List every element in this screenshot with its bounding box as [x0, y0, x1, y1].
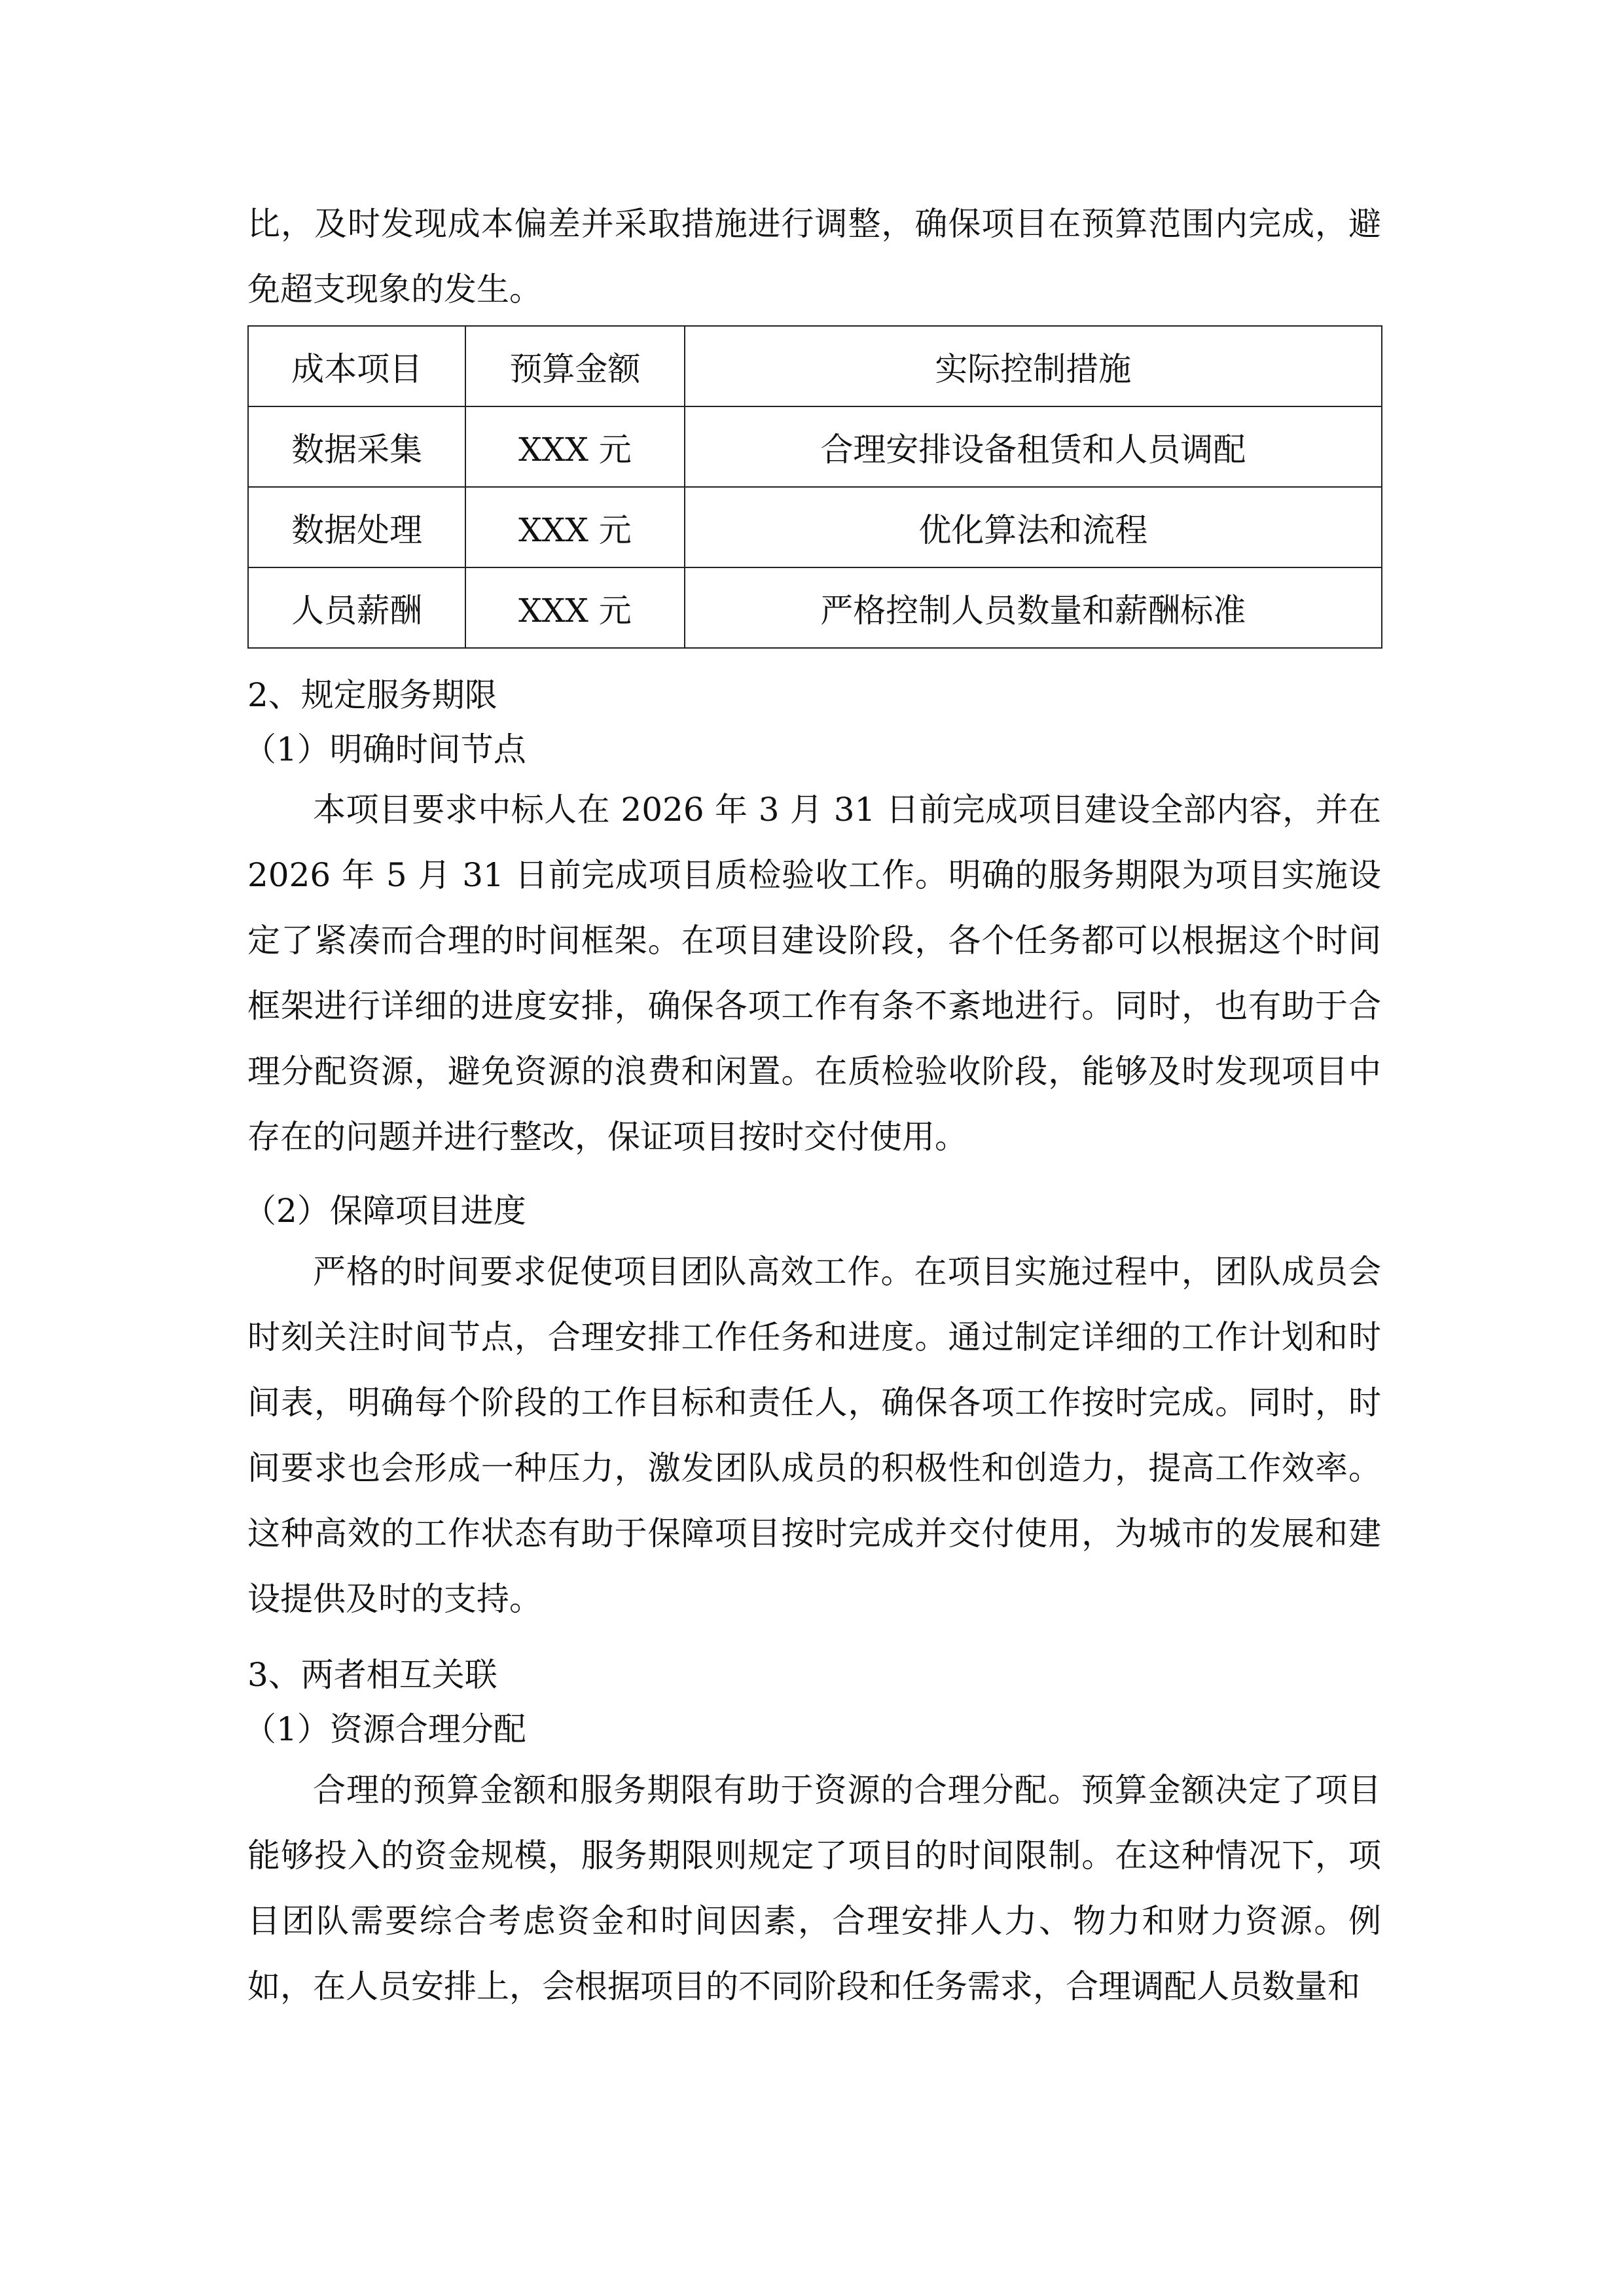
- table-cell: 数据采集: [248, 406, 465, 487]
- section2-sub1-body: 本项目要求中标人在 2026 年 3 月 31 日前完成项目建设全部内容，并在 2026 年 5 月 31 日前完成项目质检验收工作。明确的服务期限为项目实施设定了紧凑而合理的时间框架。在项目建设阶段，各个任务都可以根据这个时间框架进行详细的进度安排，确保各项工作有条不紊地进行。同时，也有助于合理分配资源，避免资源的浪费和闲置。在质检验收阶段，能够及时发现项目中存在的问题并进行整改，保证项目按时交付使用。: [247, 791, 1381, 1156]
- section3-sub1-body: 合理的预算金额和服务期限有助于资源的合理分配。预算金额决定了项目能够投入的资金规模，服务期限则规定了项目的时间限制。在这种情况下，项目团队需要综合考虑资金和时间因素，合理安排人力、物力和财力资源。例如，在人员安排上，会根据项目的不同阶段和任务需求，合理调配人员数量和: [247, 1771, 1381, 2005]
- table-cell: 人员薪酬: [248, 567, 465, 648]
- header-cost-item: 成本项目: [248, 326, 465, 406]
- intro-paragraph: 比，及时发现成本偏差并采取措施进行调整，确保项目在预算范围内完成，避免超支现象的发生。: [247, 205, 1381, 308]
- table-header-row: [248, 326, 1382, 406]
- table-row: [248, 487, 1382, 567]
- table-cell: 数据处理: [248, 487, 465, 567]
- table-row: [248, 406, 1382, 487]
- section2-sub2-body: 严格的时间要求促使项目团队高效工作。在项目实施过程中，团队成员会时刻关注时间节点，合理安排工作任务和进度。通过制定详细的工作计划和时间表，明确每个阶段的工作目标和责任人，确保各项工作按时完成。同时，时间要求也会形成一种压力，激发团队成员的积极性和创造力，提高工作效率。这种高效的工作状态有助于保障项目按时完成并交付使用，为城市的发展和建设提供及时的支持。: [247, 1253, 1381, 1618]
- section2-heading: 2、规定服务期限: [247, 676, 497, 714]
- table-cell: XXX 元: [465, 487, 684, 567]
- table-cell: 严格控制人员数量和薪酬标准: [685, 567, 1382, 648]
- header-measures: 实际控制措施: [685, 326, 1382, 406]
- table-cell: 合理安排设备租赁和人员调配: [685, 406, 1382, 487]
- section2-sub1-heading: （1）明确时间节点: [244, 730, 526, 768]
- section3-sub1-heading: （1）资源合理分配: [244, 1710, 526, 1748]
- section2-sub2-heading: （2）保障项目进度: [244, 1192, 526, 1230]
- table-cell: XXX 元: [465, 406, 684, 487]
- table-cell: 优化算法和流程: [685, 487, 1382, 567]
- table-cell: XXX 元: [465, 567, 684, 648]
- section3-heading: 3、两者相互关联: [247, 1656, 497, 1694]
- cost-table: [247, 325, 1382, 649]
- header-budget: 预算金额: [465, 326, 684, 406]
- table-row: [248, 567, 1382, 648]
